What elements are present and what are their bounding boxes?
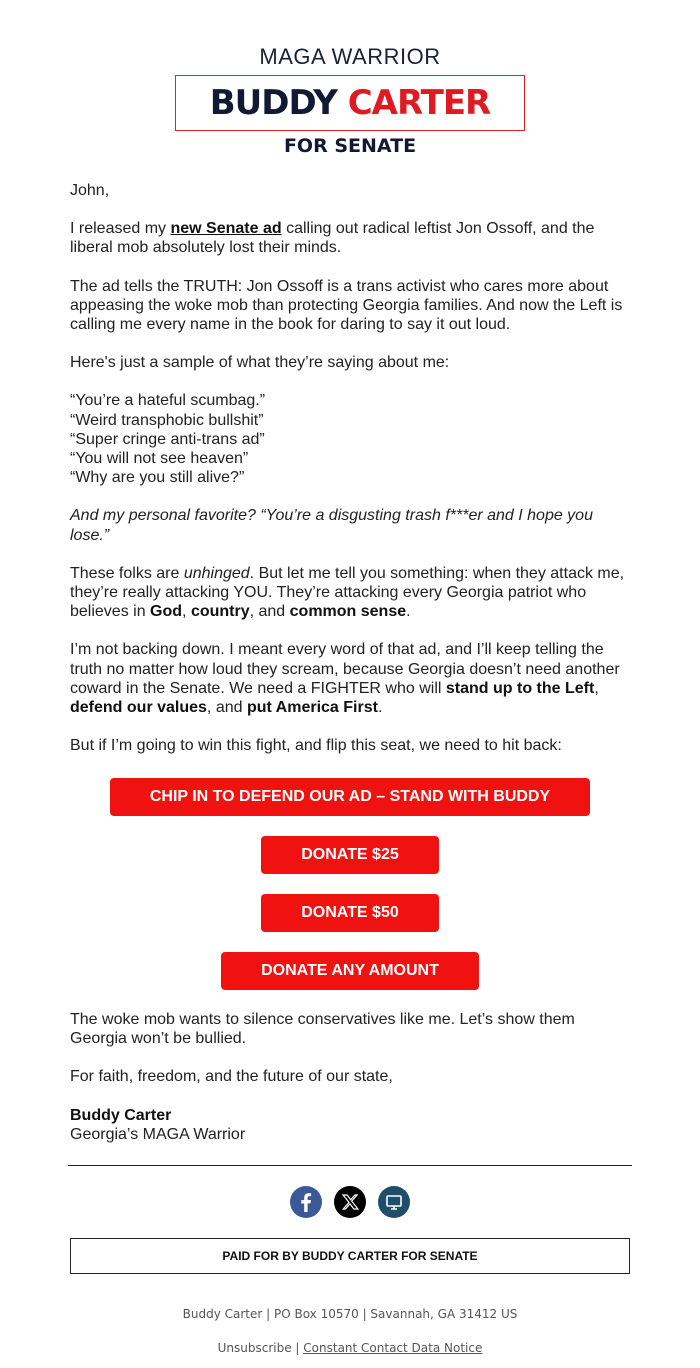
quote-5: “Why are you still alive?” — [70, 469, 245, 487]
p6-d: , and — [206, 699, 247, 717]
footer-separator: | — [291, 1341, 304, 1355]
email-body — [70, 181, 630, 755]
x-icon[interactable] — [334, 1186, 366, 1218]
new-senate-ad-link[interactable]: new Senate ad — [170, 220, 282, 238]
p5-a: These folks are — [70, 564, 184, 582]
p6-e: . — [377, 699, 383, 717]
p6-b3: put America First — [246, 699, 378, 717]
paragraph-1 — [70, 219, 630, 257]
p5-b: . But let me tell you something: when they attack me, they’re really attacking YOU. They’re attacking every Georgia patriot who believes in — [70, 564, 625, 621]
quote-3: “Super cringe anti-trans ad” — [70, 430, 265, 448]
unsubscribe-link[interactable]: Unsubscribe — [217, 1341, 292, 1355]
greeting: John, — [70, 182, 110, 199]
paragraph-6 — [70, 640, 630, 717]
footer-divider — [68, 1165, 632, 1166]
p5-country: country — [190, 603, 250, 621]
p4-italic: And my personal favorite? “You’re a disgusting trash f***er and I hope you lose.” — [70, 507, 593, 544]
data-notice-link[interactable]: Constant Contact Data Notice — [303, 1341, 483, 1355]
signature-name: Buddy Carter — [70, 1106, 172, 1124]
paragraph-9: For faith, freedom, and the future of our state, — [70, 1068, 393, 1086]
donate-25-button[interactable]: DONATE $25 — [261, 836, 439, 874]
logo-top-line: MAGA WARRIOR — [259, 44, 441, 69]
p6-a: I’m not backing down. I meant every word of that ad, and I’ll keep telling the truth no matter how loud they scream, because Georgia doesn’t need another coward in the Senate. We need a FIGHTER who will — [70, 641, 620, 697]
paragraph-8: The woke mob wants to silence conservatives like me. Let’s show them Georgia won’t be bullied. — [70, 1011, 575, 1048]
quote-2: “Weird transphobic bullshit” — [70, 411, 264, 429]
logo-name-box — [175, 75, 525, 131]
social-links — [0, 1186, 700, 1218]
logo-name-first: BUDDY — [209, 83, 337, 123]
paid-for-disclaimer: PAID FOR BY BUDDY CARTER FOR SENATE — [70, 1238, 630, 1274]
logo-name-last: CARTER — [347, 83, 491, 123]
footer-address: Buddy Carter | PO Box 10570 | Savannah, GA 31412 US — [182, 1307, 518, 1321]
quote-4: “You will not see heaven” — [70, 450, 249, 468]
website-icon[interactable] — [378, 1186, 410, 1218]
logo-header — [0, 44, 700, 157]
p6-b2: defend our values — [70, 699, 207, 717]
logo-bottom-line: FOR SENATE — [283, 135, 417, 157]
donate-any-button[interactable]: DONATE ANY AMOUNT — [221, 952, 479, 990]
donate-50-button[interactable]: DONATE $50 — [261, 894, 439, 932]
paragraph-2: The ad tells the TRUTH: Jon Ossoff is a trans activist who cares more about appeasing the woke mob than protecting Georgia families. And now the Left is calling me every name in the book for daring to say it out loud. — [70, 277, 623, 334]
p5-d: , and — [249, 603, 290, 621]
footer-links — [0, 1341, 700, 1355]
paragraph-7: But if I’m going to win this fight, and flip this seat, we need to hit back: — [70, 737, 562, 755]
p6-b1: stand up to the Left — [445, 679, 595, 697]
p5-sense: common sense — [289, 603, 407, 621]
quote-1: “You’re a hateful scumbag.” — [70, 392, 266, 410]
p5-god: God — [150, 603, 183, 621]
chip-in-button[interactable]: CHIP IN TO DEFEND OUR AD – STAND WITH BUDDY — [110, 778, 590, 816]
p5-c: , — [182, 603, 191, 621]
paragraph-4 — [70, 506, 630, 544]
quote-list — [70, 391, 630, 487]
paragraph-3: Here's just a sample of what they’re saying about me: — [70, 354, 450, 372]
p1-text-a: I released my — [70, 220, 171, 238]
p5-e: . — [406, 603, 411, 621]
signature-title: Georgia’s MAGA Warrior — [70, 1125, 246, 1143]
paragraph-5 — [70, 564, 630, 622]
facebook-icon[interactable] — [290, 1186, 322, 1218]
p5-em: unhinged — [183, 564, 250, 582]
email-closing — [70, 1010, 630, 1144]
p6-c: , — [594, 679, 599, 697]
p1-text-b: calling out radical leftist Jon Ossoff, and the liberal mob absolutely lost their minds. — [70, 220, 595, 257]
